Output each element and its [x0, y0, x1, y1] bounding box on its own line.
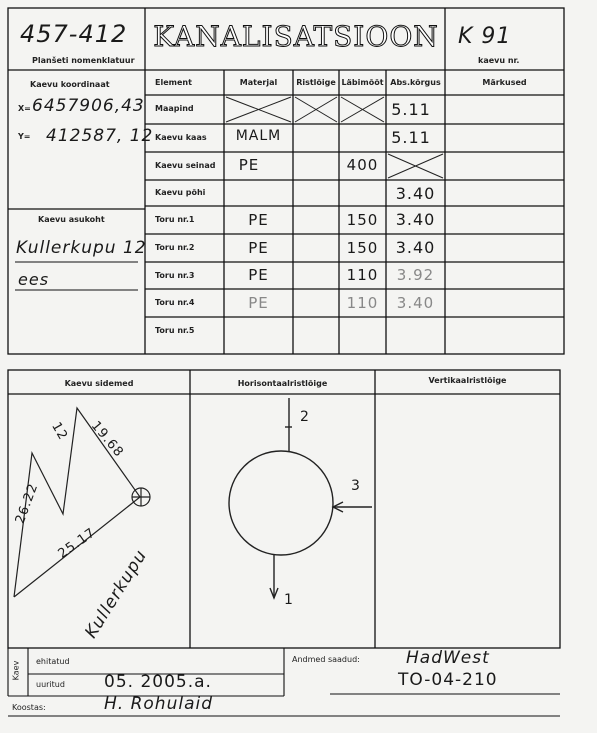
sketch-dim-diag: 19.68: [87, 418, 127, 461]
vertical-section-label: Vertikaalristlõige: [428, 376, 507, 385]
footer-side-label: Kaev: [11, 660, 21, 681]
row-element: Toru nr.4: [155, 298, 195, 307]
row-material: MALM: [235, 128, 282, 144]
row-diameter: 150: [346, 211, 379, 229]
row-element: Kaevu kaas: [155, 133, 207, 142]
x-coordinate: 6457906,43: [32, 96, 145, 116]
horizontal-section-drawing: [229, 398, 372, 598]
row-element: Kaevu seinad: [155, 161, 216, 170]
data-source-ref: TO-04-210: [398, 670, 498, 690]
sketch-street-name: Kullerkupu: [81, 546, 152, 642]
well-ties-label: Kaevu sidemed: [64, 379, 134, 388]
measured-date: 05. 2005.a.: [104, 672, 212, 692]
col-header-notes: Märkused: [482, 78, 527, 87]
row-element: Toru nr.5: [155, 326, 195, 335]
plansheet-label: Planšeti nomenklatuur: [32, 56, 135, 65]
well-number-label: kaevu nr.: [478, 56, 520, 65]
col-header-element: Element: [155, 78, 192, 87]
horizontal-section-label: Horisontaalristlõige: [237, 379, 328, 388]
row-abs-height: 3.40: [395, 210, 436, 229]
row-abs-height: 5.11: [391, 128, 431, 147]
row-diameter: 150: [346, 239, 379, 257]
row-material: PE: [238, 156, 260, 174]
plansheet-number: 457-412: [20, 20, 128, 48]
compiled-by-value: H. Rohulaid: [104, 694, 214, 714]
col-header-material: Materjal: [239, 78, 278, 87]
data-source-label: Andmed saadud:: [292, 655, 360, 664]
row-material: PE: [248, 294, 269, 312]
row-material: PE: [248, 239, 269, 257]
row-element: Toru nr.1: [155, 215, 195, 224]
row-element: Toru nr.3: [155, 271, 195, 280]
row-abs-height: 3.40: [395, 238, 436, 257]
row-diameter: 400: [346, 156, 379, 174]
row-abs-height: 3.40: [395, 184, 436, 203]
col-header-diameter: Läbimõõt: [341, 78, 384, 87]
pipe-label: 1: [284, 592, 294, 608]
built-label: ehitatud: [36, 657, 70, 666]
form-title: KANALISATSIOON: [153, 20, 439, 53]
col-header-abs-height: Abs.kõrgus: [390, 78, 441, 87]
data-source-value: HadWest: [406, 648, 490, 668]
location-line1: Kullerkupu 12: [16, 238, 147, 258]
row-element: Maapind: [155, 104, 194, 113]
row-material: PE: [248, 211, 269, 229]
row-diameter: 110: [346, 294, 379, 312]
measured-label: uuritud: [36, 680, 65, 689]
coordinates-label: Kaevu koordinaat: [30, 80, 110, 89]
pipe-label: 3: [351, 478, 361, 494]
pipe-label: 2: [300, 409, 310, 425]
row-element: Toru nr.2: [155, 243, 195, 252]
row-abs-height: 3.40: [396, 294, 435, 312]
x-prefix: X=: [18, 104, 31, 113]
sketch-dim-bottom: 25.17: [55, 525, 99, 562]
y-prefix: Y=: [18, 132, 31, 141]
location-label: Kaevu asukoht: [38, 215, 105, 224]
row-element: Kaevu põhi: [155, 188, 206, 197]
row-material: PE: [248, 266, 269, 284]
col-header-cross-section: Ristlõige: [296, 78, 336, 87]
row-diameter: 110: [346, 266, 379, 284]
well-number: K 91: [458, 24, 512, 49]
location-line2: ees: [18, 270, 50, 289]
row-abs-height: 3.92: [396, 266, 435, 284]
compiled-by-label: Koostas:: [12, 703, 46, 712]
y-coordinate: 412587, 12: [46, 126, 154, 146]
sketch-dim-top: 12: [48, 419, 71, 444]
sketch-dim-left: 26.22: [12, 481, 42, 526]
row-abs-height: 5.11: [391, 100, 431, 119]
